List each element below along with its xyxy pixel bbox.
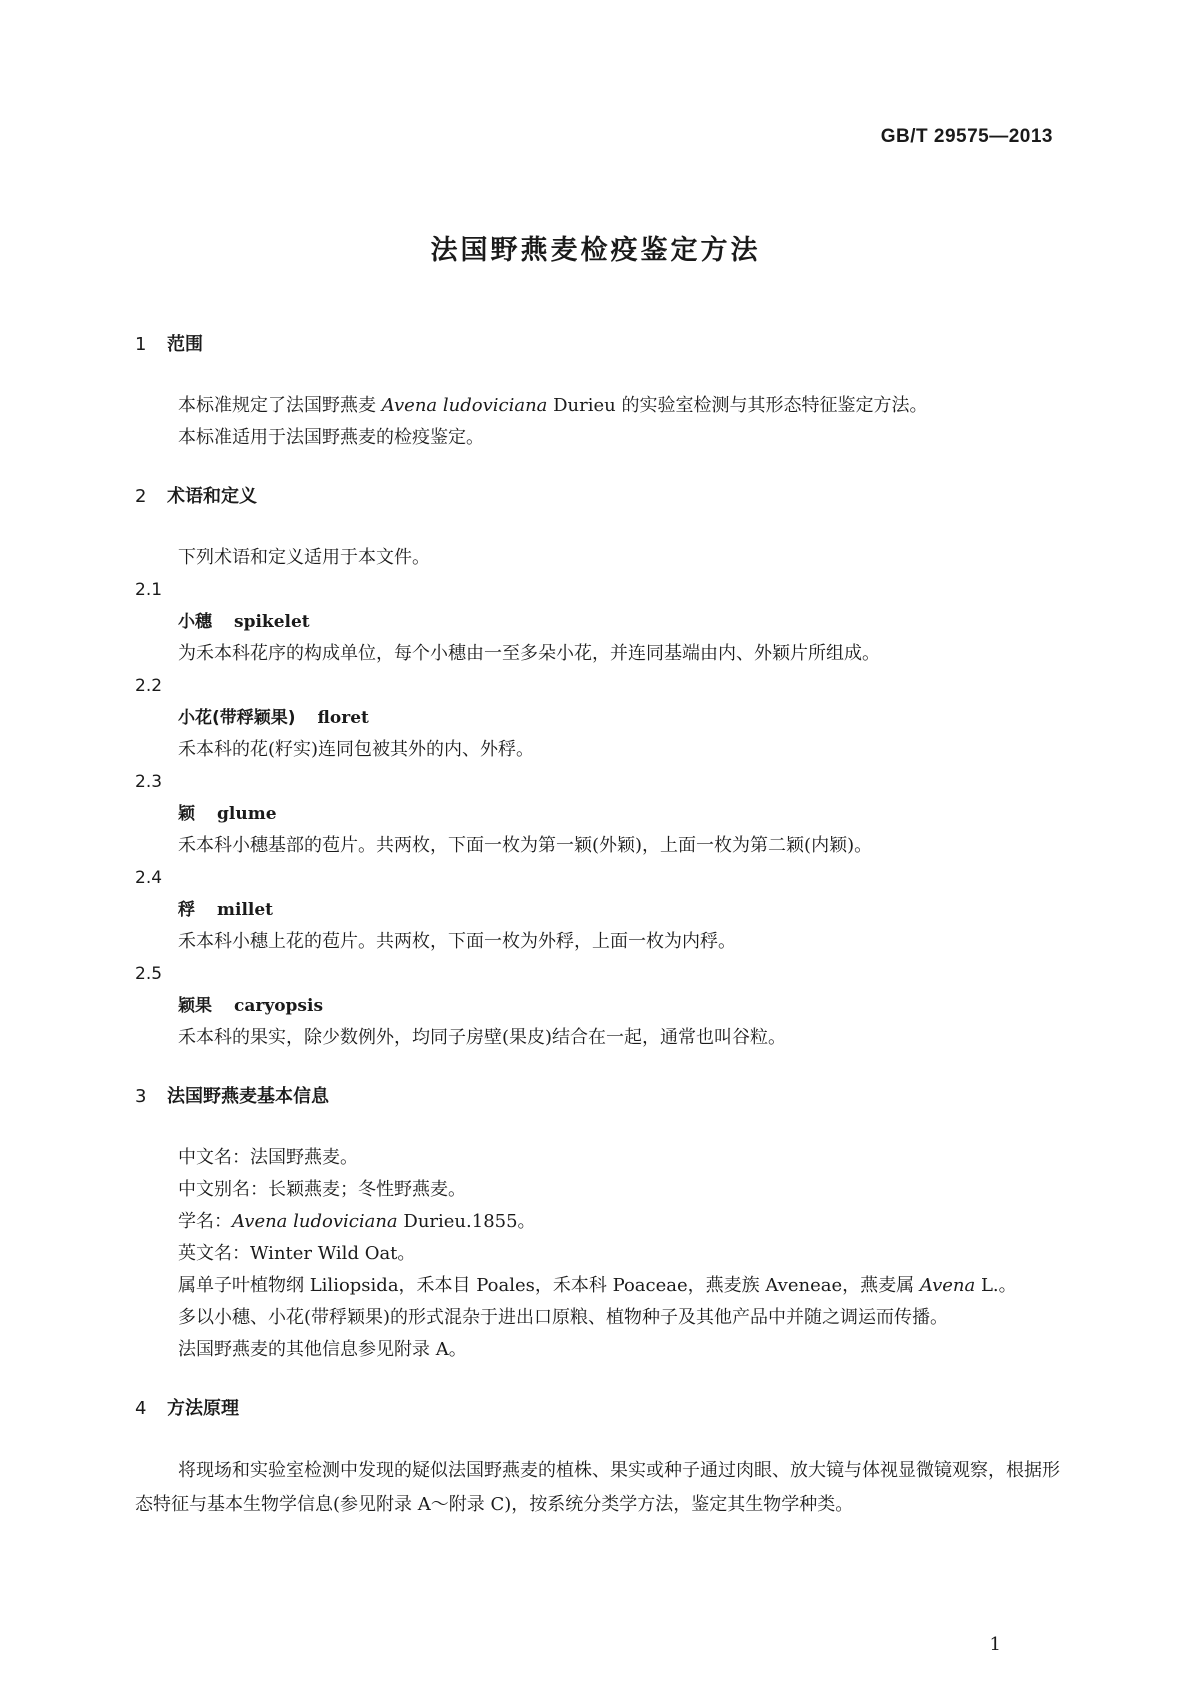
term-entry: [135, 574, 1065, 670]
term-definition: 禾本科小穗基部的苞片。共两枚，下面一枚为第一颖(外颖)，上面一枚为第二颖(内颖)。: [178, 835, 873, 856]
term-entry: [135, 958, 1065, 1054]
scope-paragraph-1: 本标准规定了法国野燕麦 Avena ludoviciana Durieu 的实验室检测与其形态特征鉴定方法。: [178, 395, 928, 416]
term-definition: 为禾本科花序的构成单位，每个小穗由一至多朵小花，并连同基端由内、外颖片所组成。: [178, 643, 880, 664]
section-number: 3: [135, 1086, 147, 1107]
term-entry: [135, 766, 1065, 862]
document-body: [135, 330, 1065, 1522]
term-number: 2.2: [135, 676, 163, 696]
info-english-name: 英文名：Winter Wild Oat。: [178, 1243, 416, 1264]
info-chinese-alias: 中文别名：长颖燕麦；冬性野燕麦。: [178, 1179, 466, 1200]
info-spread: 多以小穗、小花(带稃颖果)的形式混杂于进出口原粮、植物种子及其他产品中并随之调运而传播。: [178, 1307, 949, 1328]
section-title: 术语和定义: [167, 486, 257, 507]
term-entry: [135, 670, 1065, 766]
info-taxonomy: 属单子叶植物纲 Liliopsida，禾本目 Poales，禾本科 Poaceae，燕麦族 Aveneae，燕麦属 Avena L.。: [178, 1275, 1017, 1296]
section-1-heading: [135, 330, 1065, 360]
document-title: 法国野燕麦检疫鉴定方法: [430, 235, 761, 266]
term-definition: 禾本科的花(籽实)连同包被其外的内、外稃。: [178, 739, 535, 760]
terms-intro: 下列术语和定义适用于本文件。: [178, 547, 430, 568]
section-2-heading: [135, 482, 1065, 512]
term-name: 小花(带稃颖果) floret: [178, 708, 369, 728]
term-entry: [135, 862, 1065, 958]
info-other: 法国野燕麦的其他信息参见附录 A。: [178, 1339, 467, 1360]
term-definition: 禾本科的果实，除少数例外，均同子房壁(果皮)结合在一起，通常也叫谷粒。: [178, 1027, 787, 1048]
info-chinese-name: 中文名：法国野燕麦。: [178, 1147, 358, 1168]
standard-number: GB/T 29575—2013: [880, 126, 1053, 147]
term-name: 稃 millet: [178, 900, 274, 920]
term-name: 小穗 spikelet: [178, 612, 310, 632]
section-3-heading: [135, 1082, 1065, 1112]
section-title: 法国野燕麦基本信息: [167, 1086, 329, 1107]
section-title: 方法原理: [167, 1398, 239, 1419]
section-number: 1: [135, 334, 147, 355]
method-principle-paragraph: 将现场和实验室检测中发现的疑似法国野燕麦的植株、果实或种子通过肉眼、放大镜与体视显微镜观察，根据形态特征与基本生物学信息(参见附录 A～附录 C)，按系统分类学方法，鉴定其生物学种类。: [135, 1460, 1060, 1515]
info-scientific-name: 学名：Avena ludoviciana Durieu.1855。: [178, 1211, 536, 1232]
term-name: 颖果 caryopsis: [178, 996, 324, 1016]
term-number: 2.1: [135, 580, 163, 600]
page-number: 1: [989, 1634, 1001, 1655]
scope-paragraph-2: 本标准适用于法国野燕麦的检疫鉴定。: [178, 427, 484, 448]
term-number: 2.4: [135, 868, 163, 888]
section-title: 范围: [167, 334, 203, 355]
term-number: 2.5: [135, 964, 163, 984]
section-4-heading: [135, 1394, 1065, 1424]
term-definition: 禾本科小穗上花的苞片。共两枚，下面一枚为外稃，上面一枚为内稃。: [178, 931, 736, 952]
term-number: 2.3: [135, 772, 163, 792]
section-number: 4: [135, 1398, 147, 1419]
section-number: 2: [135, 486, 147, 507]
term-name: 颖 glume: [178, 804, 277, 824]
